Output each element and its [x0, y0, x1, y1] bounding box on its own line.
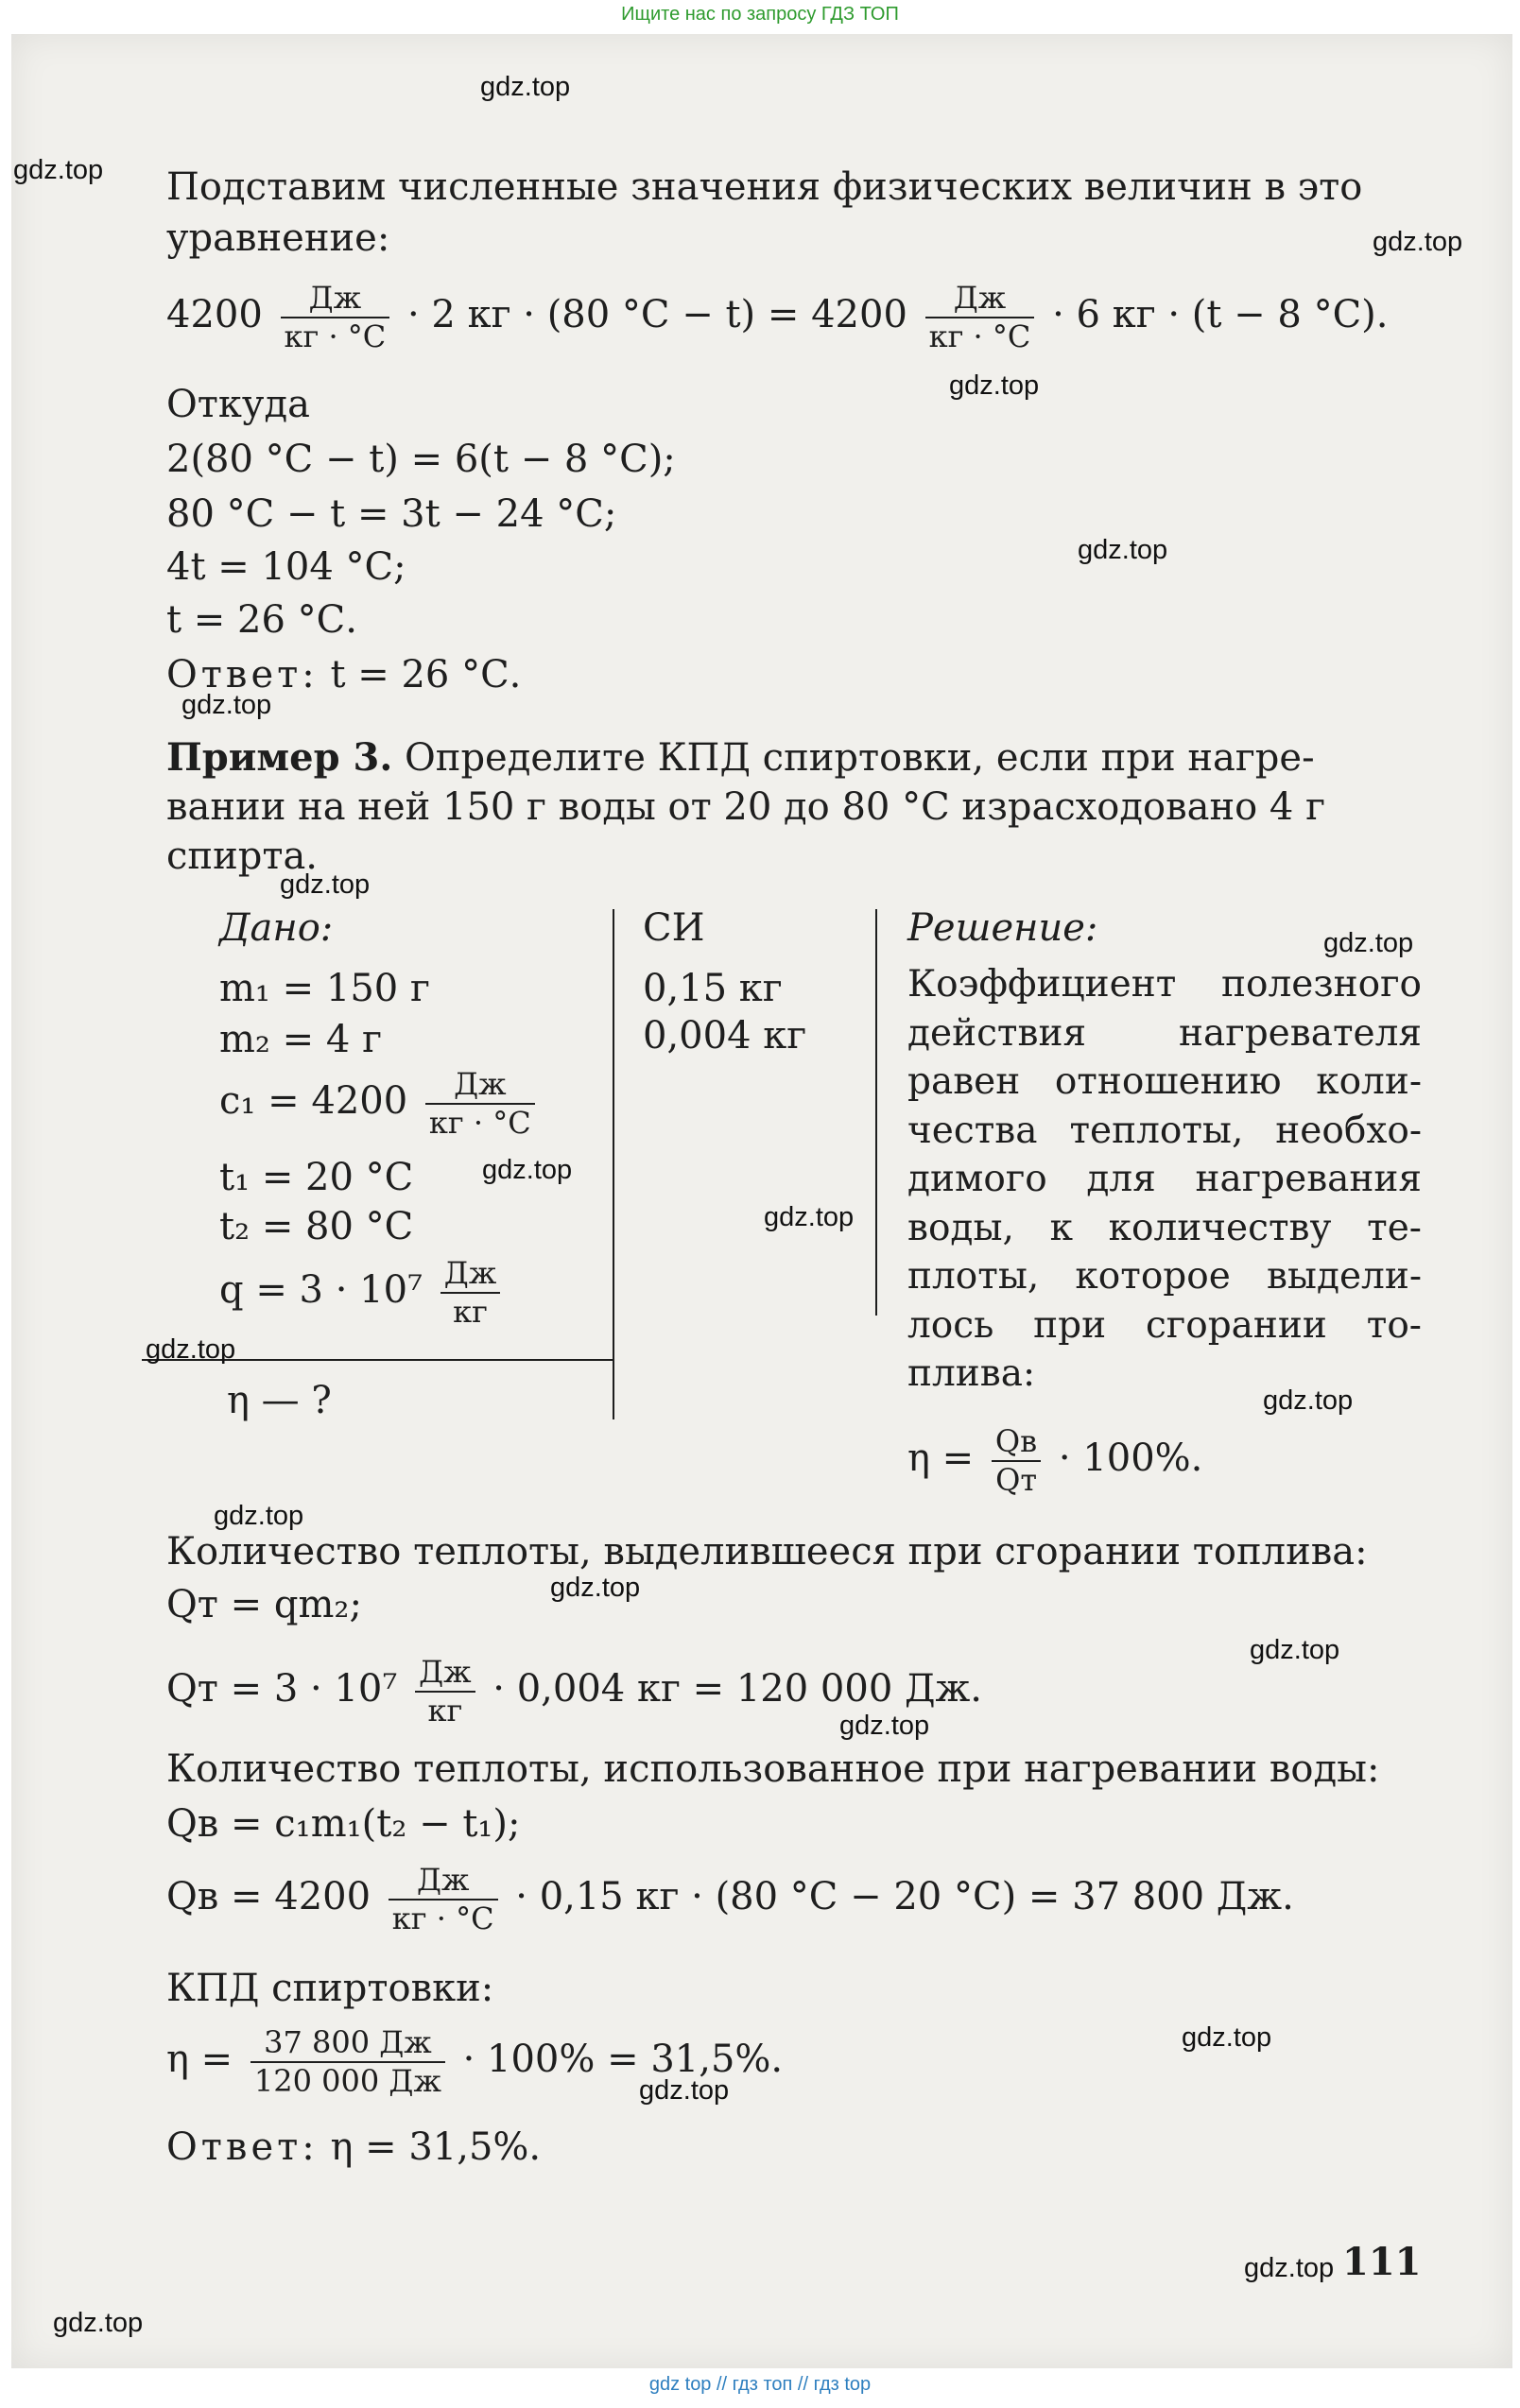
example-3-text-1: Определите КПД спиртовки, если при нагре-: [404, 736, 1315, 780]
example-3-line-3: спирта.: [166, 834, 319, 878]
qv-calculation: [166, 1864, 1294, 1935]
answer-2: [166, 2125, 542, 2169]
solution-line-1: Коэффициент полезного: [907, 963, 1422, 1006]
solution-line-8: лось при сгорании то-: [907, 1303, 1422, 1347]
eta-fraction: $\frac{Qв}{Qт}$: [992, 1425, 1041, 1497]
qt-formula: Qт = qm₂;: [166, 1583, 362, 1626]
qv-part-a: Qв = 4200: [166, 1875, 371, 1919]
watermark: gdz.top: [764, 1202, 855, 1232]
si-divider-vertical: [875, 909, 877, 1316]
solution-line-9: плива:: [907, 1352, 1036, 1395]
qt-unit-fraction: $\frac{Дж}{кг}$: [415, 1656, 475, 1728]
watermark: gdz.top: [13, 155, 104, 185]
given-find: η — ?: [227, 1379, 332, 1422]
watermark: gdz.top: [1250, 1635, 1340, 1665]
watermark: gdz.top: [1244, 2253, 1335, 2283]
given-q: [219, 1257, 506, 1329]
given-t1: t₁ = 20 °С: [219, 1156, 414, 1199]
solution-line-2: действия нагревателя: [907, 1011, 1422, 1055]
given-c1-value: c₁ = 4200: [219, 1079, 408, 1124]
solution-line-5: димого для нагревания: [907, 1158, 1422, 1200]
solution-text: [907, 960, 1422, 1399]
si-header: СИ: [643, 906, 705, 950]
derivation-line-1: 2(80 °С − t) = 6(t − 8 °С);: [166, 438, 676, 481]
fraction-j-per-kgc: $\frac{Дж}{кг \cdot ^\circ С}$: [281, 282, 390, 353]
watermark: gdz.top: [1373, 227, 1463, 257]
fraction-j-per-kgc-2: $\frac{Дж}{кг \cdot ^\circ С}$: [925, 282, 1035, 353]
watermark: gdz.top: [482, 1155, 573, 1185]
answer-1-value: t = 26 °С.: [330, 653, 522, 697]
heat-fuel-text: Количество теплоты, выделившееся при сгорании топлива:: [166, 1530, 1368, 1574]
answer-2-value: η = 31,5%.: [330, 2125, 542, 2169]
given-t2: t₂ = 80 °С: [219, 1205, 414, 1248]
si-value-1: 0,15 кг: [643, 967, 783, 1010]
answer-1: [166, 653, 522, 697]
derivation-line-4: t = 26 °С.: [166, 598, 357, 642]
given-m1: m₁ = 150 г: [219, 967, 430, 1010]
footer-links[interactable]: gdz top // гдз топ // гдз top: [648, 2374, 872, 2395]
watermark: gdz.top: [280, 869, 371, 900]
watermark: gdz.top: [1323, 928, 1414, 958]
main-equation: [166, 282, 1389, 353]
qt-part-b: · 0,004 кг = 120 000 Дж.: [492, 1667, 983, 1711]
qv-formula: Qв = c₁m₁(t₂ − t₁);: [166, 1802, 521, 1846]
watermark: gdz.top: [949, 370, 1040, 401]
eta-rhs: · 100%.: [1058, 1436, 1203, 1481]
qt-part-a: Qт = 3 · 10⁷: [166, 1667, 398, 1711]
top-banner[interactable]: Ищите нас по запросу ГДЗ ТОП: [621, 4, 899, 25]
watermark: gdz.top: [839, 1711, 930, 1741]
eq-coef-a: 4200: [166, 293, 263, 337]
eta-calc-lhs: η =: [166, 2038, 233, 2082]
watermark: gdz.top: [639, 2075, 730, 2106]
eq-part-c: · 6 кг · (t − 8 °С).: [1052, 293, 1389, 337]
solution-line-3: равен отношению коли-: [907, 1060, 1422, 1103]
qv-unit-fraction: $\frac{Дж}{кг \cdot ^\circ С}$: [389, 1864, 498, 1935]
given-q-value: q = 3 · 10⁷: [219, 1268, 423, 1313]
answer-2-label: Ответ:: [166, 2125, 319, 2169]
given-m2: m₂ = 4 г: [219, 1018, 383, 1061]
solution-line-4: чества теплоты, необхо-: [907, 1109, 1422, 1152]
watermark: gdz.top: [1263, 1385, 1354, 1416]
eta-calc-fraction: $\frac{37 800 Дж}{120 000 Дж}$: [250, 2026, 445, 2098]
solution-line-7: плоты, которое выдели-: [907, 1255, 1422, 1298]
watermark: gdz.top: [53, 2308, 144, 2338]
example-3-line-2: вании на ней 150 г воды от 20 до 80 °С израсходовано 4 г: [166, 785, 1326, 829]
given-header: Дано:: [219, 906, 334, 950]
answer-1-label: Ответ:: [166, 653, 319, 697]
watermark: gdz.top: [550, 1573, 641, 1603]
intro-line-1: Подставим численные значения физических величин в это: [166, 165, 1363, 209]
given-divider-vertical: [613, 909, 614, 1419]
derivation-line-2: 80 °С − t = 3t − 24 °С;: [166, 492, 617, 536]
watermark: gdz.top: [214, 1501, 304, 1531]
qv-part-b: · 0,15 кг · (80 °С − 20 °С) = 37 800 Дж.: [515, 1875, 1294, 1919]
solution-header: Решение:: [907, 906, 1098, 950]
example-3-line-1: [166, 735, 1315, 780]
eta-calc-rhs: · 100% = 31,5%.: [462, 2038, 784, 2082]
q-unit-fraction: $\frac{Дж}{кг}$: [440, 1257, 500, 1329]
otkuda-label: Откуда: [166, 383, 310, 426]
c1-unit-fraction: $\frac{Дж}{кг \cdot ^\circ С}$: [425, 1068, 535, 1140]
heat-water-text: Количество теплоты, использованное при нагревании воды:: [166, 1747, 1380, 1791]
example-3-label: Пример 3.: [166, 735, 393, 780]
watermark: gdz.top: [146, 1334, 236, 1365]
watermark: gdz.top: [480, 72, 571, 102]
kpd-label: КПД спиртовки:: [166, 1967, 494, 2010]
derivation-line-3: 4t = 104 °С;: [166, 545, 406, 589]
watermark: gdz.top: [1182, 2022, 1272, 2053]
intro-line-2: уравнение:: [166, 216, 390, 260]
page-number: 111: [1342, 2240, 1422, 2284]
efficiency-formula: [907, 1425, 1202, 1497]
given-c1: [219, 1068, 541, 1140]
si-value-2: 0,004 кг: [643, 1014, 807, 1058]
watermark: gdz.top: [181, 690, 272, 720]
watermark: gdz.top: [1078, 535, 1168, 565]
eta-lhs: η =: [907, 1436, 975, 1481]
eq-part-b: · 2 кг · (80 °С − t) = 4200: [407, 293, 907, 337]
solution-line-6: воды, к количеству те-: [907, 1206, 1422, 1249]
